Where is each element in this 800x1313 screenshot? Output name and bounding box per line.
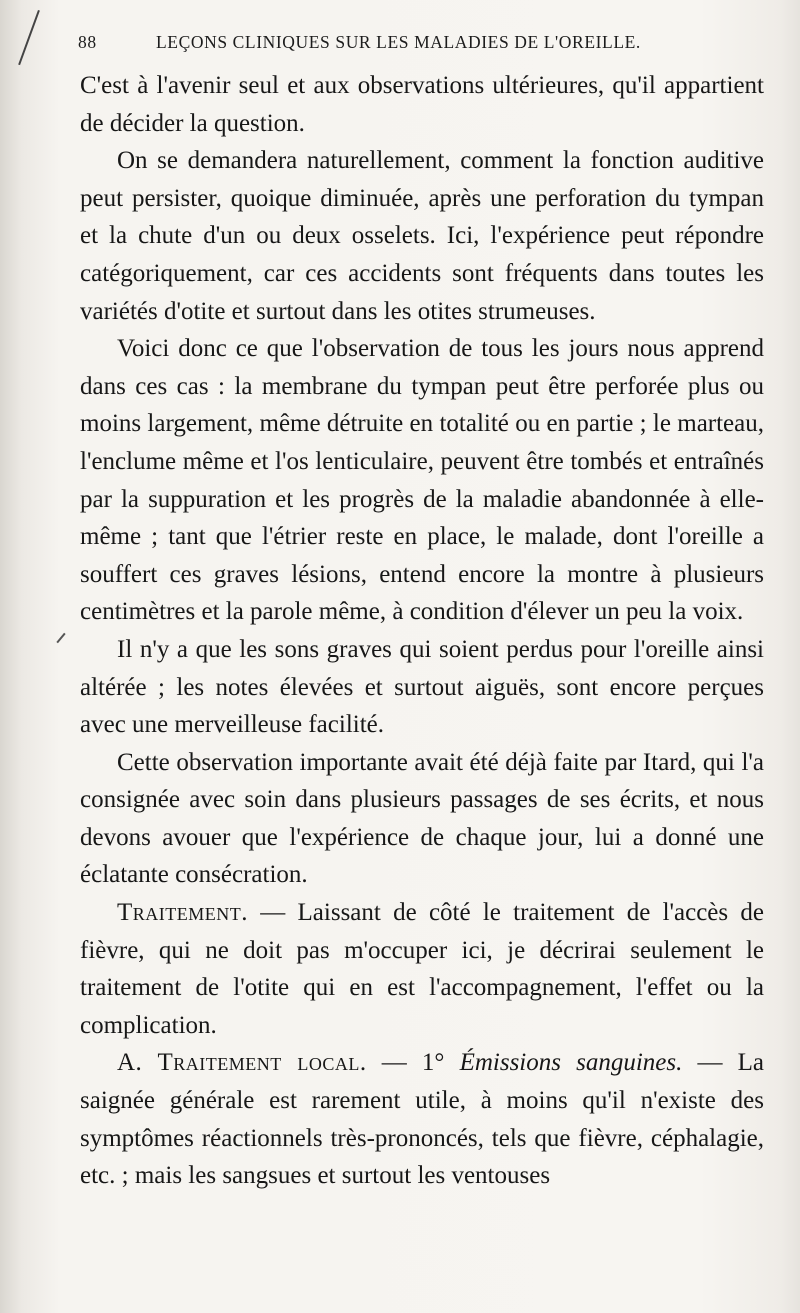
paragraph-text: — Laissant de côté le traitement de l'accès de fièvre, qui ne doit pas m'occuper ici, je décrirai seulement le traitement de l'otite qui en est l'accompagnement, l'effet ou la complication.: [80, 899, 764, 1039]
paragraph: C'est à l'avenir seul et aux observations ultérieures, qu'il appartient de décider la question.: [80, 72, 764, 137]
running-title: LEÇONS CLINIQUES SUR LES MALADIES DE L'OREILLE.: [156, 32, 641, 52]
page-number: 88: [78, 32, 97, 52]
paragraph-text: — La saignée générale est rarement utile, à moins qu'il n'existe des symptômes réactionnels très-prononcés, tels que fièvre, céphalagie, etc. ; mais les sangsues et surtout les ventouses: [80, 1049, 765, 1190]
pencil-mark: [30, 10, 50, 70]
paragraph: [80, 1044, 764, 1194]
running-header: [78, 32, 778, 53]
subsection-title: Émissions sanguines.: [459, 1049, 683, 1077]
section-heading: Traitement.: [117, 899, 249, 927]
pencil-mark: [56, 628, 70, 648]
subsection-number: — 1°: [366, 1049, 460, 1077]
section-heading: A. Traitement local.: [117, 1049, 367, 1077]
body-text: [80, 67, 764, 1195]
paragraph: On se demandera naturellement, comment la fonction auditive peut persister, quoique diminuée, après une perforation du tympan et la chute d'un ou deux osselets. Ici, l'expérience peut répondre catégoriquement, car ces accidents sont fréquents dans toutes les variétés d'otite et surtout dans les otites strumeuses.: [80, 147, 764, 325]
paragraph: [80, 894, 764, 1044]
paragraph: Il n'y a que les sons graves qui soient perdus pour l'oreille ainsi altérée ; les notes élevées et surtout aiguës, sont encore perçues avec une merveilleuse facilité.: [80, 635, 764, 739]
paragraph: Voici donc ce que l'observation de tous les jours nous apprend dans ces cas : la membrane du tympan peut être perforée plus ou moins largement, même détruite en totalité ou en partie ; le marteau, l'enclume même et l'os lenticulaire, peuvent être tombés et entraînés par la suppuration et les progrès de la maladie abandonnée à elle-même ; tant que l'étrier reste en place, le malade, dont l'oreille a souffert ces graves lésions, entend encore la montre à plusieurs centimètres et la parole même, à condition d'élever un peu la voix.: [80, 335, 764, 626]
paragraph: Cette observation importante avait été déjà faite par Itard, qui l'a consignée avec soin dans plusieurs passages de ses écrits, et nous devons avouer que l'expérience de chaque jour, lui a donné une éclatante consécration.: [80, 748, 764, 889]
